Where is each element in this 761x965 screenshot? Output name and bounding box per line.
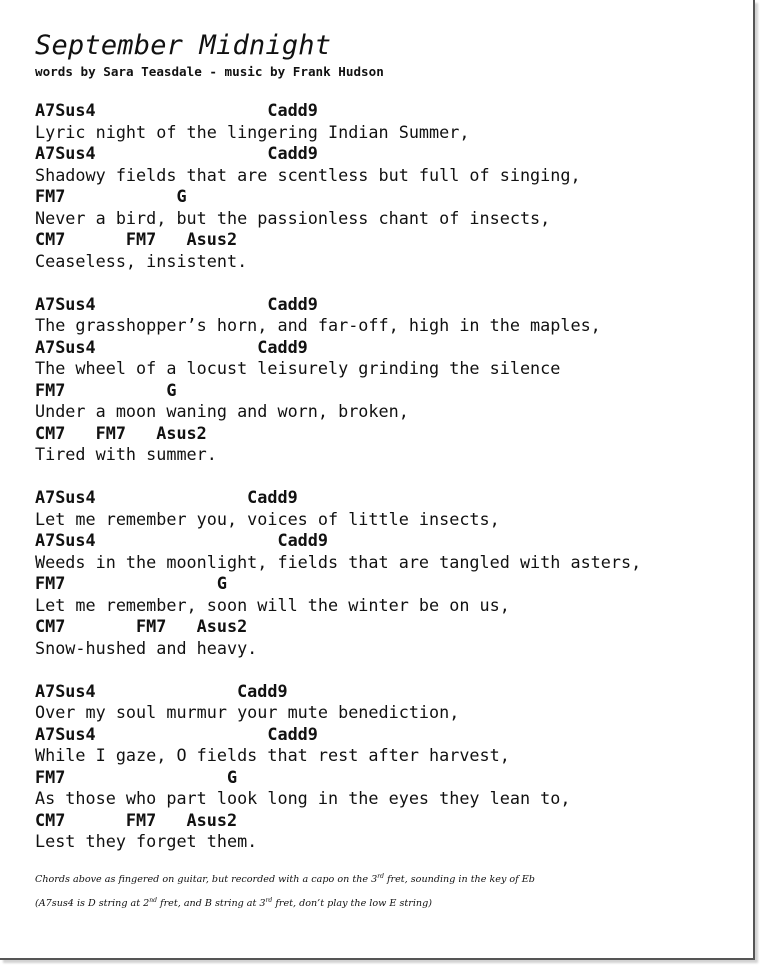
lyric-line: Over my soul murmur your mute benediction, [35,702,460,722]
song-title: September Midnight [35,30,332,61]
capo-note-text: Chords above as fingered on guitar, but recorded with a capo on the 3 [35,873,378,885]
chord-line: A7Sus4 Cadd9 [35,143,318,163]
chord-line: A7Sus4 Cadd9 [35,487,298,507]
stanza-4 [35,681,745,853]
capo-note-text-end: fret, sounding in the key of Eb [383,873,535,885]
chord-line: FM7 G [35,766,238,787]
lyric-line: Let me remember you, voices of little insects, [35,508,500,529]
lyric-line: Lyric night of the lingering Indian Summer, [35,121,470,142]
lyric-line: The grasshopper’s horn, and far-off, high in the maples, [35,315,601,335]
stanza-list [35,100,745,853]
chord-line: CM7 FM7 Asus2 [35,809,238,830]
chord-line: CM7 FM7 Asus2 [35,616,248,636]
chord-line: A7Sus4 Cadd9 [35,100,318,120]
fingering-note-ordinal: rd [265,896,273,904]
lyric-line: Let me remember, soon will the winter be on us, [35,594,510,615]
lyric-line: Snow-hushed and heavy. [35,637,258,658]
lyric-line: Tired with summer. [35,444,217,464]
lyric-line: Lest they forget them. [35,831,258,851]
fingering-note [35,897,745,910]
lyric-line: As those who part look long in the eyes they lean to, [35,788,571,808]
lyric-line: Shadowy fields that are scentless but full of singing, [35,164,581,185]
stanza-3 [35,487,745,659]
chord-line: A7Sus4 Cadd9 [35,293,318,314]
chord-line: A7Sus4 Cadd9 [35,723,318,744]
fingering-note-text-end: fret, don’t play the low E string) [272,897,432,909]
chord-line: CM7 FM7 Asus2 [35,229,238,249]
lyric-line: The wheel of a locust leisurely grinding the silence [35,358,561,378]
lyric-line: While I gaze, O fields that rest after harvest, [35,745,510,765]
lyric-line: Never a bird, but the passionless chant of insects, [35,207,551,228]
capo-note [35,873,745,886]
lyric-line: Ceaseless, insistent. [35,250,248,271]
stanza-1 [35,100,745,272]
lyric-line: Weeds in the moonlight, fields that are tangled with asters, [35,551,642,572]
chord-line: A7Sus4 Cadd9 [35,530,328,550]
fingering-note-text-mid: fret, and B string at 3 [157,897,266,909]
chord-line: CM7 FM7 Asus2 [35,422,207,443]
chord-line: FM7 G [35,186,187,206]
chord-line: A7Sus4 Cadd9 [35,336,308,357]
chord-line: FM7 G [35,573,227,593]
capo-note-ordinal: rd [377,872,384,880]
stanza-2 [35,294,745,466]
chord-line: FM7 G [35,379,177,400]
chord-line: A7Sus4 Cadd9 [35,680,288,701]
fingering-note-text: (A7sus4 is D string at 2 [35,897,150,909]
fingering-note-ordinal: nd [149,896,157,904]
song-credits: words by Sara Teasdale - music by Frank Hudson [35,64,384,79]
lyric-line: Under a moon waning and worn, broken, [35,401,409,421]
song-sheet-content [35,30,745,910]
